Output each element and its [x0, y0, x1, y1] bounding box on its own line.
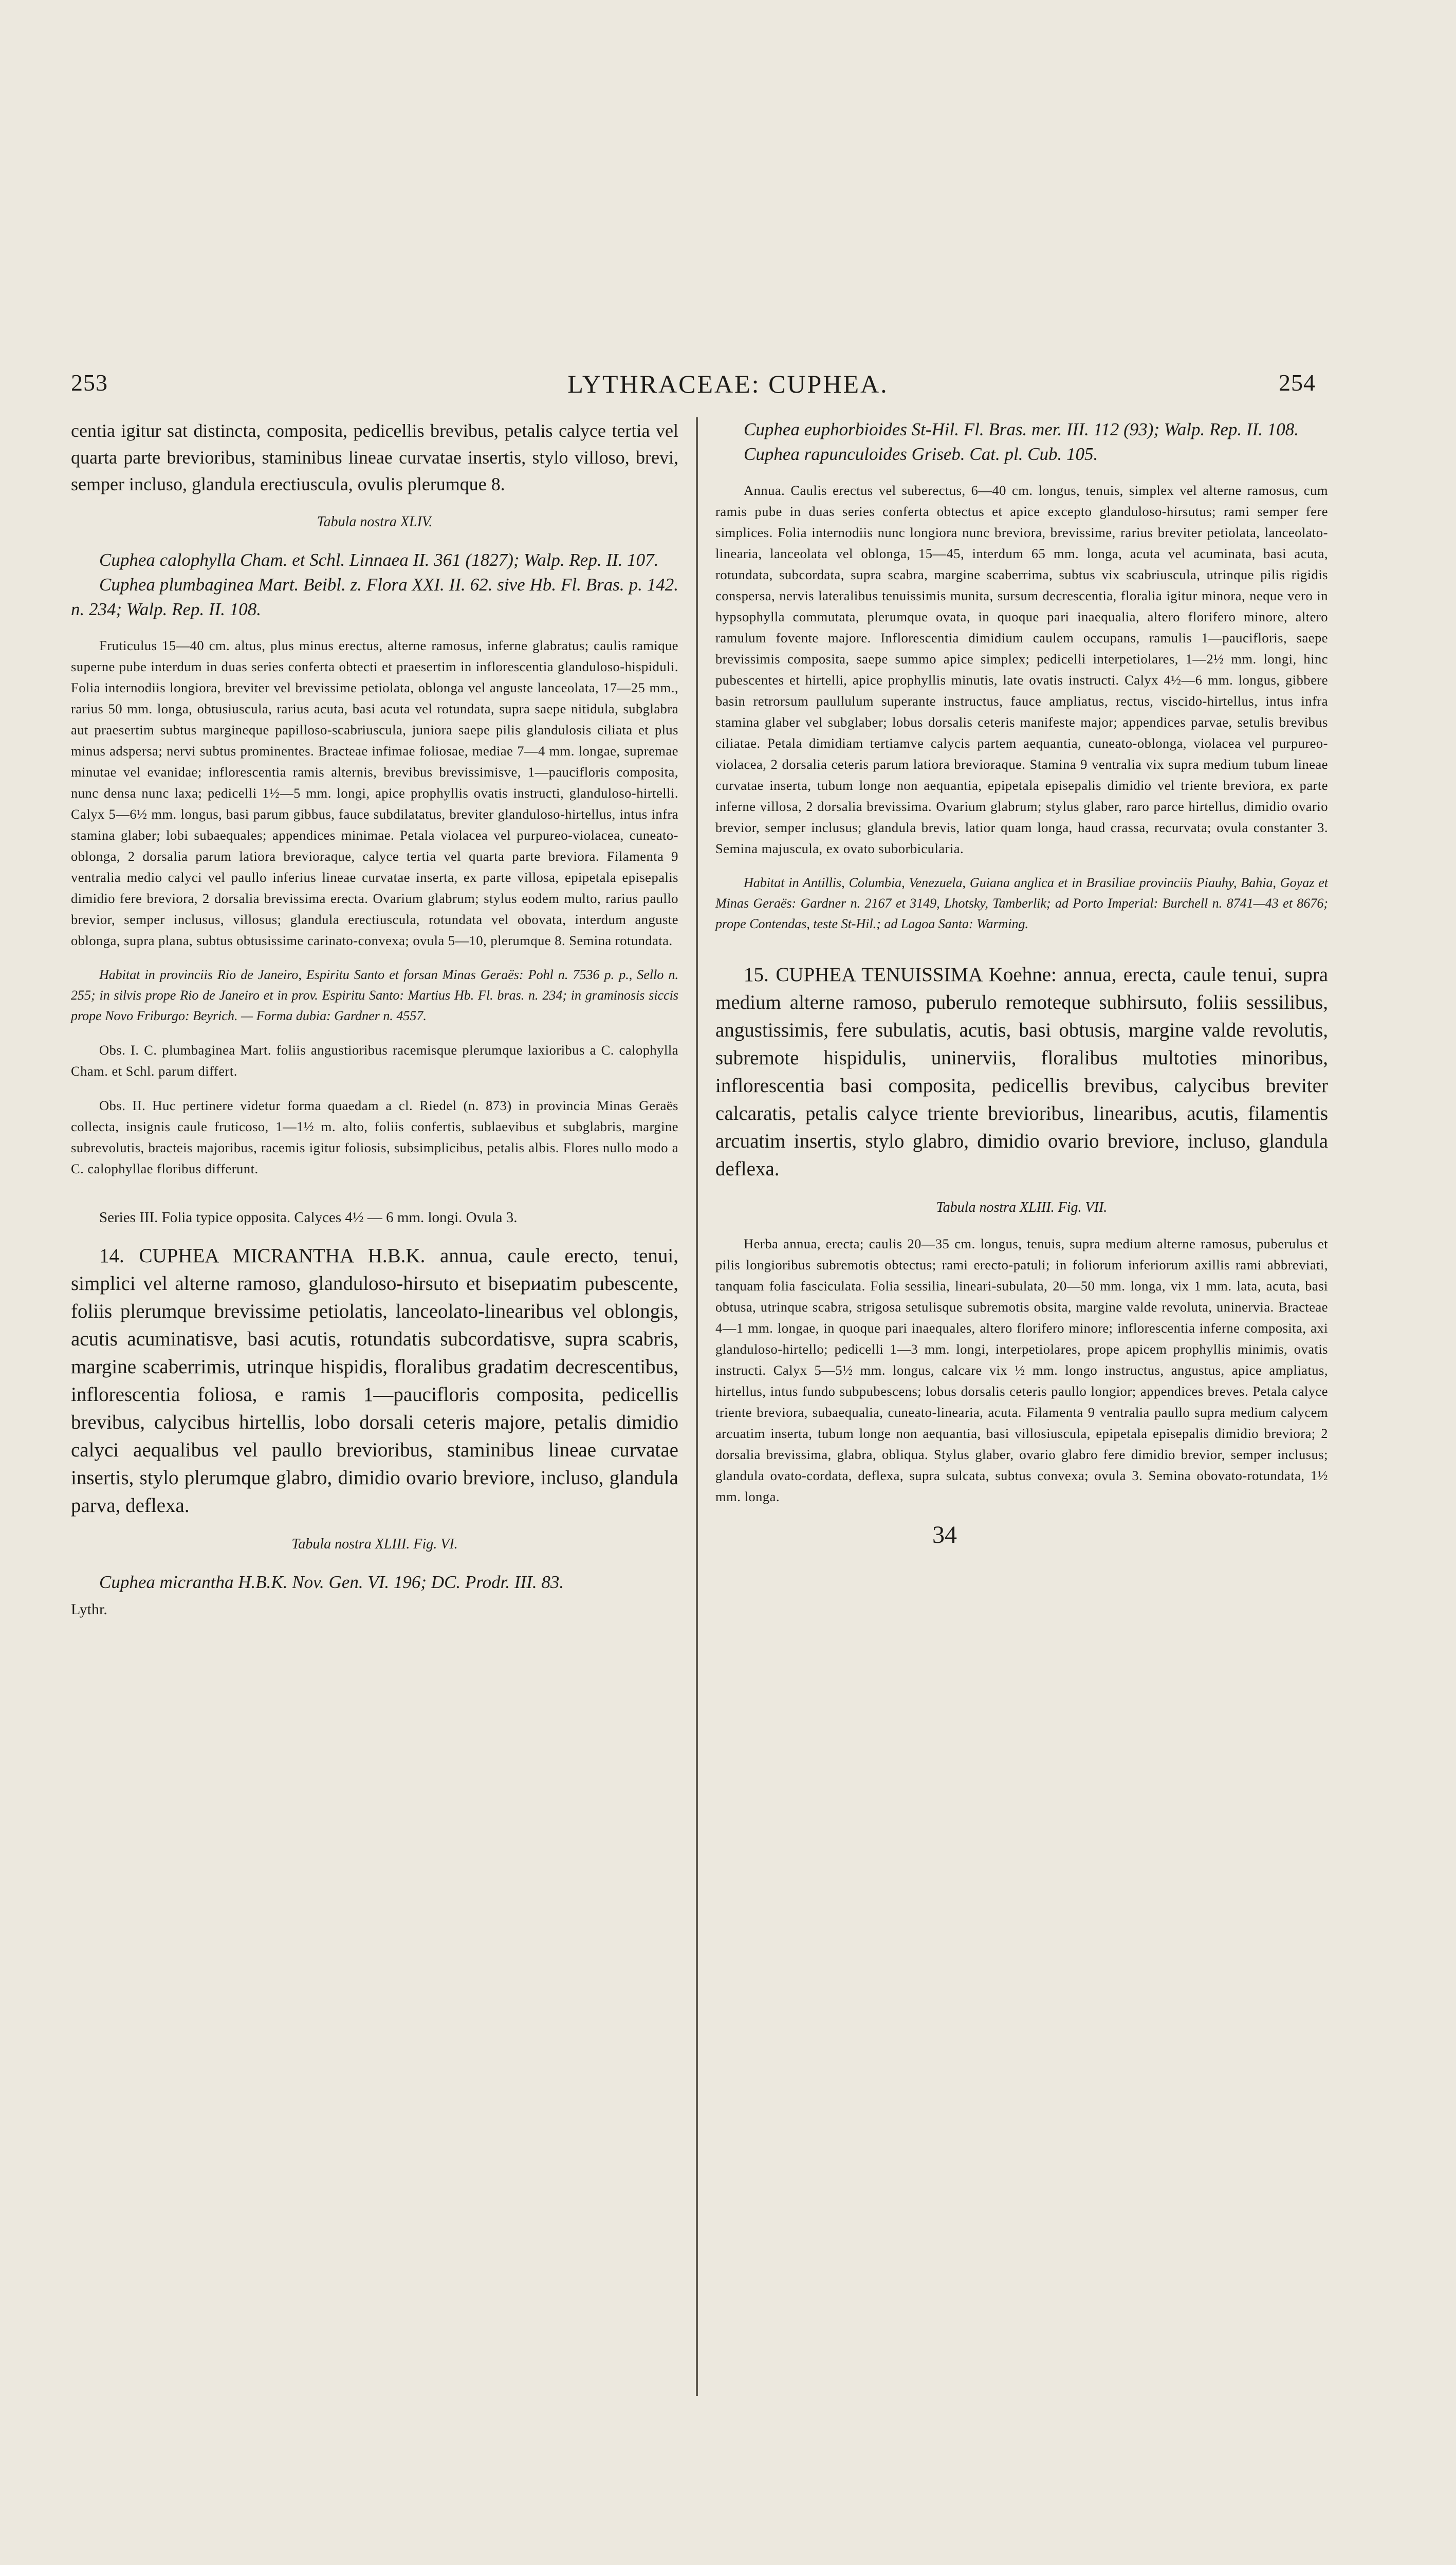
- habitat-note: Habitat in Antillis, Columbia, Venezuela, Guiana anglica et in Brasiliae provinciis Piauhy, Bahia, Goyaz et Minas Geraës: Gardner n. 2167 et 3149, Lhotsky, Tamberlik; ad Porto Imperial: Burchell n. 8741—43 et 8676; prope Contendas, teste St-Hil.; ad Lagoa Santa: Warming.: [715, 875, 1328, 931]
- synonym-citation: Cuphea plumbaginea Mart. Beibl. z. Flora XXI. II. 62. sive Hb. Fl. Bras. p. 142. n. 234; Walp. Rep. II. 108.: [71, 575, 678, 619]
- species-description: Herba annua, erecta; caulis 20—35 cm. longus, tenuis, supra medium alterne ramosus, puberulus et pilis longioribus subremotis obtectus; rami erecto-patuli; in foliorum inferiorum axillis rami abbreviati, tanquam folia fasciculata. Folia sessilia, lineari-subulata, 20—50 mm. longa, vix 1 mm. lata, acuta, basi obtusa, utrinque scabra, strigosa setulisque subremotis obsita, margine valde revoluta, uninervia. Bracteae 4—1 mm. longae, in quoque pari inaequales, altero florifero minore; inflorescentia inferne composita, axi glanduloso-hirtello; pedicelli 1—3 mm. longi, interpetiolares, prope apicem prophyllis minimis, ovatis instructi. Calyx 5—5½ mm. longus, calcare vix ½ mm. longo instructus, angustus, apice ampliatus, hirtellus, intus fundo subpubescens; lobus dorsalis ceteris paullo longior; appendices breves. Petala calyce triente breviora, subaequalia, cuneato-linearia, acuta. Filamenta 9 ventralia paullo supra medium calycem arcuatim inserta, tubum longe non aequantia, basi villosiuscula, epipetala episepalis dimidio breviora; 2 dorsalia brevissima, glabra, obliqua. Stylus glaber, ovario glabro fere dimidio brevior, semper inclusus; glandula ovato-cordata, deflexa, supra sulcata, subtus convexa; ovula 3. Semina obovato-rotundata, 1½ mm. longa.: [715, 1236, 1328, 1504]
- plate-reference: Tabula nostra XLIII. Fig. VI.: [291, 1536, 458, 1552]
- folio-number: 34: [932, 1521, 957, 1548]
- synonym-citation: Cuphea euphorbioides St-Hil. Fl. Bras. mer. III. 112 (93); Walp. Rep. II. 108.: [744, 419, 1299, 439]
- synonym-citation: Cuphea micrantha H.B.K. Nov. Gen. VI. 196; DC. Prodr. III. 83.: [99, 1572, 564, 1592]
- page-number-right: 254: [1279, 370, 1316, 396]
- column-divider: [696, 417, 698, 2396]
- synonym-citation: Cuphea calophylla Cham. et Schl. Linnaea II. 361 (1827); Walp. Rep. II. 107.: [99, 550, 659, 570]
- species-description: Fruticulus 15—40 cm. altus, plus minus erectus, alterne ramosus, inferne glabratus; caulis ramique superne pube interdum in duas series conferta obtecti et praesertim in inflorescentia glanduloso-hispiduli. Folia internodiis longiora, breviter vel brevissime petiolata, oblonga vel anguste lanceolata, 17—25 mm., rarius 50 mm. longa, obtusiuscula, rarius acuta, basi acuta vel rotundata, supra saepe nitidula, subglabra aut praesertim subtus margineque papilloso-scabriuscula, juniora saepe pilis glandulosis ciliata et plus minus adspersa; nervi subtus prominentes. Bracteae infimae foliosae, mediae 7—4 mm. longae, supremae minutae vel evanidae; inflorescentia ramis alternis, brevibus brevissimisve, 1—paucifloris composita, nunc densa nunc laxa; pedicelli 1½—5 mm. longi, apice prophyllis ovatis instructi, glanduloso-hirtelli. Calyx 5—6½ mm. longus, basi parum gibbus, fauce subdilatatus, breviter glanduloso-hirtellus, intus infra stamina glaber; lobi subaequales; appendices minimae. Petala violacea vel purpureo-violacea, cuneato-oblonga, 2 dorsalia parum latiora brevioraque, calyce tertia vel quarta parte breviora. Filamenta 9 ventralia medio calyci vel paullo inferius lineae curvatae inserta, ex parte villosa, epipetala episepalis dimidio fere breviora, 2 dorsalia brevissima erecta. Ovarium glabrum; stylus eodem multo, rarius paullo brevior, semper inclusus, villosus; glandula erectiuscula, rotundata vel obovata, interdum anguste oblonga, supra plana, subtus obtusissime carinato-convexa; ovula 5—10, plerumque 8. Semina rotundata.: [71, 638, 678, 948]
- continued-description: centia igitur sat distincta, composita, pedicellis brevibus, petalis calyce tertia vel quarta parte brevioribus, staminibus lineae curvatae insertis, stylo villoso, brevi, semper incluso, glandula erectiuscula, ovulis plerumque 8.: [71, 420, 678, 494]
- running-header: [0, 369, 1456, 405]
- species-heading: 14. CUPHEA MICRANTHA H.B.K. annua, caule erecto, tenui, simplici vel alterne ramoso, glanduloso-hirsuto et bisериatim pubescente, foliis plerumque brevissime petiolatis, lanceolato-linearibus vel oblongis, acutis acuminatisve, basi acutis, rotundatis subcordatisve, supra scabris, margine scaberrimis, utrinque hispidis, floralibus gradatim decrescentibus, inflorescentia foliosa, e ramis 1—paucifloris composita, pedicellis brevibus, calycibus hirtellis, lobo dorsali ceteris majore, petalis dimidio calyci aequalibus vel paullo brevioribus, staminibus lineae curvatae insertis, stylo plerumque glabro, dimidio ovario breviore, incluso, glandula parva, deflexa.: [71, 1245, 678, 1517]
- observation-note: Obs. II. Huc pertinere videtur forma quaedam a cl. Riedel (n. 873) in provincia Minas Geraës collecta, insignis caule fruticoso, 1—1½ m. alto, foliis confertis, sublaevibus et subglabris, margine subrevolutis, bracteis majoribus, racemis igitur foliosis, subsimplicibus, petalis albis. Flores nullo modo a C. calophyllae floribus differunt.: [71, 1098, 678, 1176]
- habitat-note: Habitat in provinciis Rio de Janeiro, Espiritu Santo et forsan Minas Geraës: Pohl n. 7536 p. p., Sello n. 255; in silvis prope Rio de Janeiro et in prov. Espiritu Santo: Martius Hb. Fl. bras. n. 234; in graminosis siccis prope Novo Friburgo: Beyrich. — Forma dubia: Gardner n. 4557.: [71, 967, 678, 1023]
- species-description: Annua. Caulis erectus vel suberectus, 6—40 cm. longus, tenuis, simplex vel alterne ramosus, cum ramis pube in duas series conferta obtectus et apice excepto glanduloso-hirsutus; rami semper fere simplices. Folia internodiis nunc longiora nunc breviora, brevissime, rarius breviter petiolata, lanceolato-linearia, lanceolata vel oblonga, 15—45, interdum 65 mm. longa, acuta vel acuminata, basi acuta, rotundata, subcordata, supra scabra, margine scaberrima, subtus vix scabriuscula, utrinque pilis rigidis conspersa, nervis lateralibus tenuissimis munita, sursum decrescentia, floralia igitur minora, neque vero in hypsophylla commutata, plerumque ovata, in quoque pari inaequalia, altero florifero minore, altero ramulum fovente majore. Inflorescentia dimidium caulem occupans, ramulis 1—paucifloris, saepe brevissimis composita, saepe summo apice simplex; pedicelli interpetiolares, 1—2½ mm. longi, hinc pubescentes et hirtelli, apice prophyllis minutis, late ovatis instructi. Calyx 4½—6 mm. longus, gibbere basin retrorsum paullulum superante instructus, fauce ampliatus, rectus, viscido-hirtellus, intus infra stamina glaber vel subglaber; lobus dorsalis ceteris manifeste major; appendices parvae, setulis brevibus ciliatae. Petala dimidiam tertiamve calycis partem aequantia, cuneato-oblonga, violacea vel purpureo-violacea, 2 dorsalia ceteris parum latiora brevioraque. Stamina 9 ventralia vix supra medium tubum lineae curvatae inserta, tubum longe non aequantia, epipetala episepalis dimidio vel triente breviora, ex parte inferne villosa, 2 dorsalia brevissima. Ovarium glabrum; stylus glaber, raro parce hirtellus, dimidio ovario brevior, semper inclusus; glandula brevis, latior quam longa, haud crassa, recurvata; ovula constanter 3. Semina majuscula, ex ovato suborbicularia.: [715, 483, 1328, 856]
- running-title: LYTHRACEAE: CUPHEA.: [567, 370, 889, 398]
- series-heading: Series III. Folia typice opposita. Calyces 4½ — 6 mm. longi. Ovula 3.: [99, 1209, 518, 1226]
- synonym-citation: Cuphea rapunculoides Griseb. Cat. pl. Cub. 105.: [744, 444, 1098, 464]
- plate-reference: Tabula nostra XLIV.: [317, 514, 433, 530]
- signature-mark: Lythr.: [71, 1601, 107, 1618]
- observation-note: Obs. I. C. plumbaginea Mart. foliis angustioribus racemisque plerumque laxioribus a C. calophylla Cham. et Schl. parum differt.: [71, 1042, 678, 1079]
- page-number-left: 253: [71, 370, 108, 396]
- plate-reference: Tabula nostra XLIII. Fig. VII.: [936, 1200, 1108, 1215]
- left-column: [71, 417, 678, 1618]
- right-column: [715, 417, 1328, 1549]
- species-heading: 15. CUPHEA TENUISSIMA Koehne: annua, erecta, caule tenui, supra medium alterne ramoso, puberulo remoteque subhirsuto, foliis sessilibus, angustissimis, fere subulatis, acutis, basi obtusis, margine valde revolutis, subremote hispidulis, uninerviis, floralibus multoties minoribus, inflorescentia basi composita, pedicellis brevibus, calycibus breviter calcaratis, petalis calyce triente brevioribus, linearibus, acutis, filamentis arcuatim insertis, stylo glabro, dimidio ovario breviore, incluso, glandula deflexa.: [715, 964, 1328, 1180]
